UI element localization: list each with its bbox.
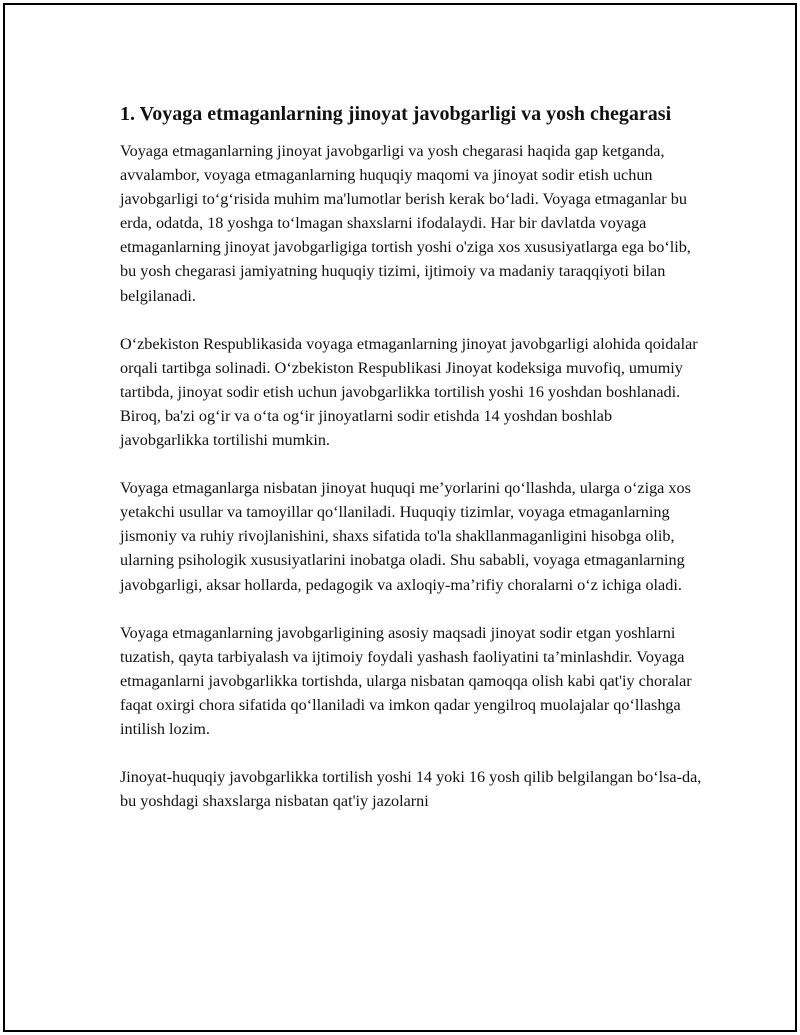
paragraph: Voyaga etmaganlarning javobgarligining asosiy maqsadi jinoyat sodir etgan yoshlarni tuzatish, qayta tarbiyalash va ijtimoiy foydali yashash faoliyatini ta’minlashdir. Voyaga etmaganlarni javobgarlikka tortishda, ularga nisbatan qamoqqa olish kabi qat'iy choralar faqat oxirgi chora sifatida qo‘llaniladi va imkon qadar yengilroq muolajalar qo‘llashga intilish lozim. — [120, 623, 692, 738]
paragraph: Voyaga etmaganlarning jinoyat javobgarligi va yosh chegarasi haqida gap ketganda, avvalambor, voyaga etmaganlarning huquqiy maqomi va jinoyat sodir etish uchun javobgarligi to‘g‘risida muhim ma'lumotlar berish kerak bo‘ladi. Voyaga etmaganlar bu erda, odatda, 18 yoshga to‘lmagan shaxslarni ifodalaydi. Har bir davlatda voyaga etmaganlarning jinoyat javobgarligiga tortish yoshi o'ziga xos xususiyatlarga ega bo‘lib, bu yosh chegarasi jamiyatning huquqiy tizimi, ijtimoiy va madaniy taraqqiyoti bilan belgilanadi. — [120, 142, 691, 305]
document-body — [120, 101, 705, 837]
page-frame — [3, 3, 797, 1032]
section-heading: 1. Voyaga etmaganlarning jinoyat javobgarligi va yosh chegarasi — [120, 103, 672, 125]
paragraph: Voyaga etmaganlarga nisbatan jinoyat huquqi me’yorlarini qo‘llashda, ularga o‘ziga xos yetakchi usullar va tamoyillar qo‘llaniladi. Huquqiy tizimlar, voyaga etmaganlarning jismoniy va ruhiy rivojlanishini, shaxs sifatida to'la shakllanmaganligini hisobga olib, ularning psihologik xususiyatlarini inobatga oladi. Shu sababli, voyaga etmaganlarning javobgarligi, aksar hollarda, pedagogik va axloqiy-ma’rifiy choralarni o‘z ichiga oladi. — [120, 479, 691, 594]
paragraph: O‘zbekiston Respublikasida voyaga etmaganlarning jinoyat javobgarligi alohida qoidalar orqali tartibga solinadi. O‘zbekiston Respublikasi Jinoyat kodeksiga muvofiq, umumiy tartibda, jinoyat sodir etish uchun javobgarlikka tortilish yoshi 16 yoshdan boshlanadi. Biroq, ba'zi og‘ir va o‘ta og‘ir jinoyatlarni sodir etishda 14 yoshdan boshlab javobgarlikka tortilishi mumkin. — [120, 334, 698, 450]
paragraph: Jinoyat-huquqiy javobgarlikka tortilish yoshi 14 yoki 16 yosh qilib belgilangan bo‘lsa-da, bu yoshdagi shaxslarga nisbatan qat'iy jazolarni — [120, 768, 702, 811]
